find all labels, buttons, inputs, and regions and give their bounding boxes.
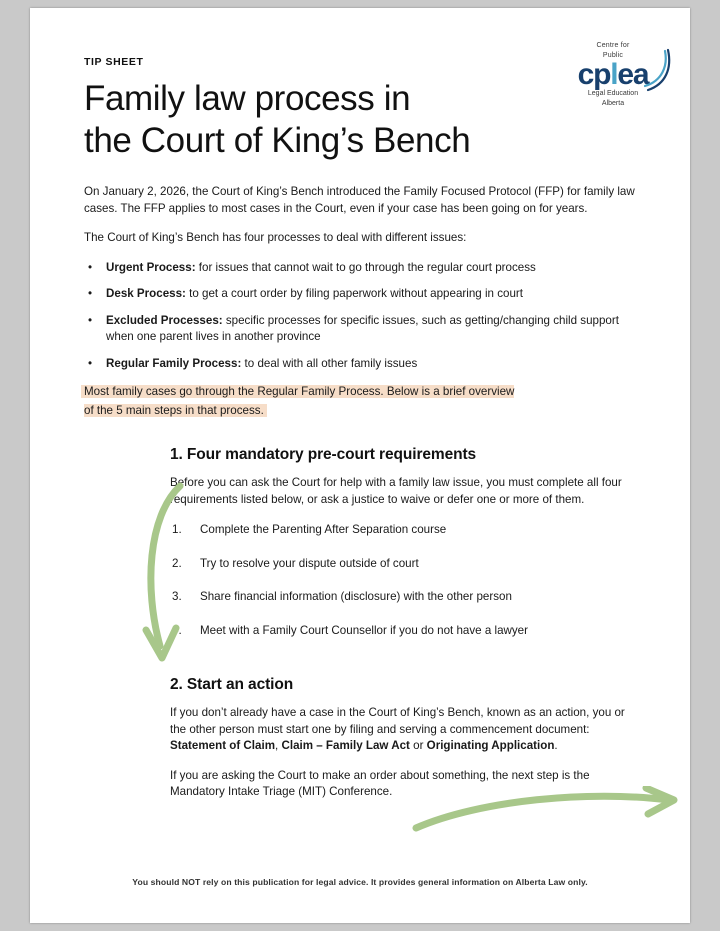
commencement-doc-1: Statement of Claim bbox=[170, 739, 276, 752]
step-2-sep-1: , bbox=[275, 739, 282, 752]
title-line-2: the Court of King’s Bench bbox=[84, 121, 471, 160]
process-term: Desk Process: bbox=[106, 287, 186, 300]
curved-arrow-down-icon bbox=[138, 478, 198, 673]
highlight-text: Most family cases go through the Regular Family Process. Below is a brief overview of the 5 main steps in that process. bbox=[84, 385, 515, 417]
process-text: to get a court order by filing paperwork without appearing in court bbox=[185, 287, 523, 300]
logo-top-line-1: Centre for bbox=[596, 42, 630, 49]
process-term: Excluded Processes: bbox=[106, 313, 223, 327]
page-title bbox=[84, 78, 636, 162]
list-item: Complete the Parenting After Separation course bbox=[200, 523, 447, 536]
process-text: to deal with all other family issues bbox=[241, 356, 418, 370]
process-term: Regular Family Process: bbox=[106, 356, 242, 370]
logo-word-part2: l bbox=[610, 58, 618, 91]
step-2-heading: 2. Start an action bbox=[170, 676, 294, 693]
process-text: for issues that cannot wait to go through the regular court process bbox=[195, 260, 536, 274]
tip-sheet-label: TIP SHEET bbox=[84, 56, 144, 68]
step-2-text-end: . bbox=[554, 739, 558, 752]
curved-arrow-right-icon bbox=[410, 786, 685, 836]
paper-sheet bbox=[30, 8, 690, 923]
footer-disclaimer: You should NOT rely on this publication for legal advice. It provides general information on Alberta Law only. bbox=[132, 877, 588, 887]
list-item bbox=[84, 286, 636, 303]
step-2-paragraph-1 bbox=[170, 705, 636, 755]
list-item bbox=[84, 260, 636, 277]
step-2-section bbox=[170, 676, 636, 801]
logo-sub-1: Legal Education bbox=[587, 90, 639, 97]
logo-sub-2: Alberta bbox=[601, 99, 625, 107]
logo-swoosh-icon bbox=[644, 48, 674, 92]
document-body bbox=[84, 56, 636, 814]
step-1-paragraph: Before you can ask the Court for help with a family law issue, you must complete all four requirements listed below, or ask a justice to waive or defer one or more of them. bbox=[170, 476, 622, 506]
step-2-sep-2: or bbox=[409, 739, 427, 752]
list-item: Meet with a Family Court Counsellor if you do not have a lawyer bbox=[200, 623, 528, 637]
list-item bbox=[84, 356, 636, 373]
process-term: Urgent Process: bbox=[106, 260, 196, 274]
list-item bbox=[84, 313, 636, 346]
highlight-callout bbox=[84, 382, 526, 420]
step-2-paragraph-2: If you are asking the Court to make an order about something, the next step is the Mandatory Intake Triage (MIT) Conference. bbox=[170, 768, 590, 798]
commencement-doc-2: Claim – Family Law Act bbox=[281, 739, 410, 752]
logo-word-part3: ea bbox=[617, 58, 649, 91]
step-2-text-pre: If you don’t already have a case in the Court of King’s Bench, known as an action, you or the other person must start one by filing and serving a commencement document: bbox=[170, 706, 625, 736]
logo-word-part1: cp bbox=[577, 58, 611, 91]
step-1-heading: 1. Four mandatory pre-court requirements bbox=[170, 446, 477, 463]
commencement-doc-3: Originating Application bbox=[426, 739, 555, 752]
step-1-requirements-list bbox=[170, 522, 636, 639]
logo-top-line-2: Public bbox=[602, 51, 624, 59]
list-item: Try to resolve your dispute outside of court bbox=[200, 556, 419, 570]
intro-paragraph-1: On January 2, 2026, the Court of King’s Bench introduced the Family Focused Protocol (FFP) for family law cases. The FFP applies to most cases in the Court, even if your case has been going on for years. bbox=[84, 185, 635, 215]
step-1-section bbox=[170, 446, 636, 639]
process-text: specific processes for specific issues, such as getting/changing child support when one parent lives in another province bbox=[106, 313, 619, 343]
intro-paragraph-2: The Court of King’s Bench has four processes to deal with different issues: bbox=[84, 231, 467, 244]
title-line-1: Family law process in bbox=[84, 79, 411, 118]
list-item: Share financial information (disclosure) with the other person bbox=[200, 590, 512, 603]
process-list bbox=[84, 260, 636, 373]
